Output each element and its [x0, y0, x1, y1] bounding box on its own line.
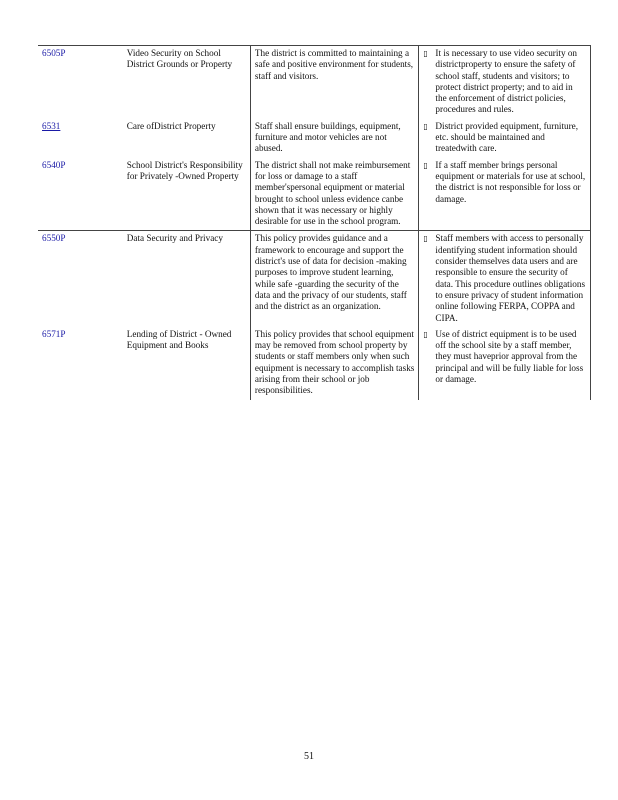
bullet-item — [423, 233, 586, 323]
policy-name: Lending of District - Owned Equipment and Books — [123, 327, 251, 400]
policy-description: The district is committed to maintaining a safe and positive environment for students, staff and visitors. — [250, 46, 419, 119]
policy-name: Video Security on School District Grounds or Property — [123, 46, 251, 119]
policy-table — [38, 45, 591, 400]
table-row — [38, 158, 591, 231]
policy-code-link[interactable]: 6550P — [42, 233, 66, 244]
policy-key-point: Use of district equipment is to be used off the school site by a staff member, they must haveprior approval from the principal and will be fully liable for loss or damage. — [435, 328, 584, 385]
policy-code-link[interactable]: 6571P — [42, 328, 66, 339]
bullet-item — [423, 121, 586, 155]
policy-description: This policy provides that school equipment may be removed from school property by students or staff members only when such equipment is necessary to accomplish tasks arising from their school or job responsibilities. — [250, 327, 419, 400]
policy-key-point: It is necessary to use video security on districtproperty to ensure the safety of school staff, students and visitors; to protect district property; and to aid in the enforcement of district policies, procedures and rules. — [435, 48, 578, 115]
policy-description: The district shall not make reimbursement for loss or damage to a staff member'spersonal equipment or material brought to school unless evidence canbe shown that it was necessary or highly desirable for use in the school program. — [250, 158, 419, 231]
policy-key-point: If a staff member brings personal equipment or materials for use at school, the district is not responsible for loss or damage. — [435, 159, 586, 204]
policy-description: Staff shall ensure buildings, equipment, furniture and motor vehicles are not abused. — [250, 119, 419, 158]
bullet-icon: ▯ — [423, 234, 428, 244]
page-number: 51 — [304, 751, 314, 762]
policy-code-link[interactable]: 6531 — [42, 120, 61, 131]
policy-name: Data Security and Privacy — [123, 231, 251, 327]
policy-description: This policy provides guidance and a framework to encourage and support the district's use of data for decision -making purposes to improve student learning, while safe -guarding the security of the data and the privacy of our students, staff and the district as an organization. — [250, 231, 419, 327]
bullet-icon: ▯ — [423, 121, 428, 131]
policy-key-point: District provided equipment, furniture, etc. should be maintained and treatedwith care. — [435, 120, 579, 154]
policy-name: School District's Responsibility for Privately -Owned Property — [123, 158, 251, 231]
bullet-item — [423, 48, 586, 116]
bullet-icon: ▯ — [423, 329, 428, 339]
bullet-icon: ▯ — [423, 160, 428, 170]
table-row — [38, 231, 591, 327]
bullet-item — [423, 160, 586, 205]
table-row — [38, 46, 591, 119]
bullet-item — [423, 329, 586, 385]
bullet-icon: ▯ — [423, 49, 428, 58]
policy-name: Care ofDistrict Property — [123, 119, 251, 158]
policy-key-point: Staff members with access to personally identifying student information should consider themselves data users and are responsible to ensure the security of data. This procedure outlines obligations to ensure privacy of student information online following FERPA, COPPA and CIPA. — [435, 233, 586, 323]
table-row — [38, 327, 591, 400]
policy-code-link[interactable]: 6540P — [42, 159, 66, 170]
table-row — [38, 119, 591, 158]
policy-code-link[interactable]: 6505P — [42, 48, 66, 58]
